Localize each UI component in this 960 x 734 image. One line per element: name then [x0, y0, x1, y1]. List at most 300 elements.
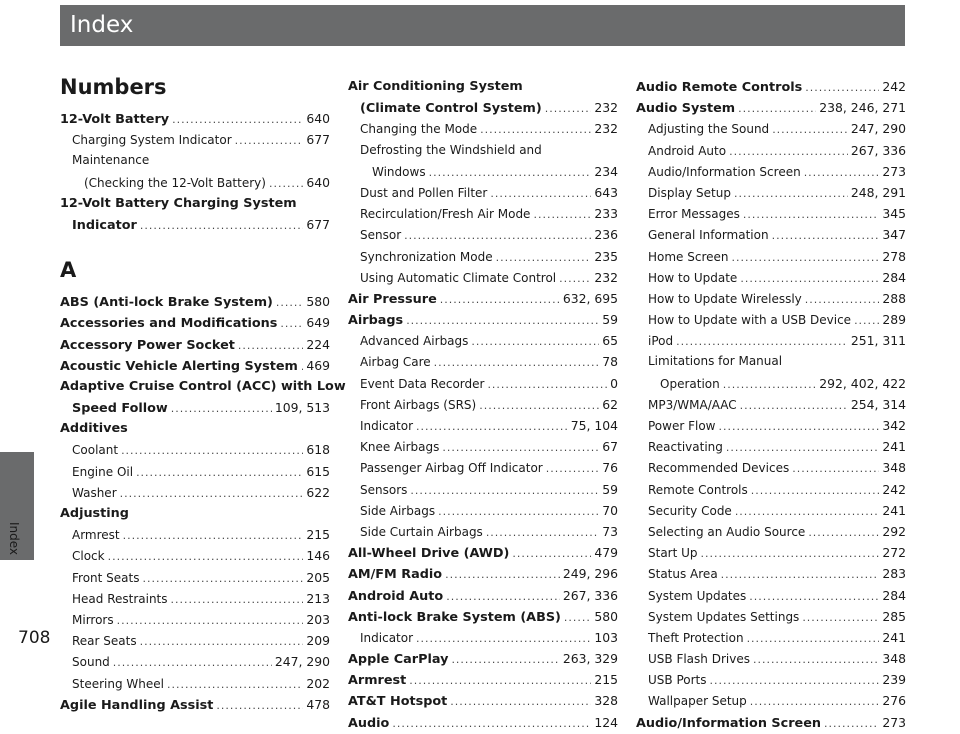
entry-label: Speed Follow: [72, 401, 168, 417]
dot-leader: [738, 98, 816, 119]
entry-label: Advanced Airbags: [360, 334, 469, 349]
page-reference[interactable]: 78: [602, 354, 618, 370]
entry-label: Knee Airbags: [360, 440, 440, 455]
page-reference[interactable]: 328: [594, 693, 618, 709]
index-entry[interactable]: [348, 712, 618, 733]
dot-leader: [123, 525, 304, 546]
page-reference[interactable]: 345: [882, 206, 906, 222]
index-subentry[interactable]: [636, 203, 906, 224]
dot-leader: [735, 501, 880, 522]
page-reference[interactable]: 103: [594, 629, 618, 645]
index-subentry[interactable]: [60, 150, 330, 171]
entry-label: Airbag Care: [360, 355, 431, 370]
index-entry[interactable]: [60, 334, 330, 355]
entry-label: Indicator: [72, 217, 137, 233]
page-reference[interactable]: 479: [594, 545, 618, 561]
entry-label: Audio Remote Controls: [636, 80, 803, 95]
index-entry[interactable]: [348, 585, 618, 606]
page-reference[interactable]: 76: [602, 460, 618, 476]
page-reference[interactable]: 233: [594, 206, 618, 222]
page-reference[interactable]: 283: [882, 566, 906, 582]
page-reference[interactable]: 273: [882, 714, 906, 730]
entry-label: Adjusting the Sound: [648, 122, 770, 137]
dot-leader: [392, 713, 591, 734]
index-subentry[interactable]: [348, 246, 618, 267]
entry-label: Error Messages: [648, 207, 740, 222]
dot-leader: [140, 631, 304, 652]
page-reference[interactable]: 213: [306, 590, 330, 606]
dot-leader: [805, 77, 879, 98]
dot-leader: [740, 268, 879, 289]
dot-leader: [808, 522, 879, 543]
page-reference[interactable]: 59: [602, 481, 618, 497]
index-entry[interactable]: [60, 312, 330, 333]
dot-leader: [406, 310, 599, 331]
dot-leader: [429, 162, 592, 183]
dot-leader: [676, 331, 848, 352]
dot-leader: [416, 416, 568, 437]
entry-label: Acoustic Vehicle Alerting System: [60, 358, 298, 374]
page-reference[interactable]: 292: [882, 523, 906, 539]
entry-label: Sensors: [360, 482, 408, 497]
page-reference[interactable]: 677: [306, 216, 330, 232]
entry-label: Passenger Airbag Off Indicator: [360, 461, 543, 476]
entry-label: Event Data Recorder: [360, 376, 485, 391]
index-subentry[interactable]: [60, 461, 330, 482]
entry-label: Armrest: [72, 528, 120, 543]
page-reference[interactable]: 247, 290: [274, 654, 330, 670]
index-subentry[interactable]: [348, 267, 618, 288]
index-entry[interactable]: [348, 606, 618, 627]
entry-label: Side Airbags: [360, 503, 436, 518]
dot-leader: [442, 437, 599, 458]
page-reference[interactable]: 70: [602, 502, 618, 518]
dot-leader: [434, 352, 600, 373]
entry-label: Indicator: [360, 419, 414, 433]
index-subentry[interactable]: [636, 182, 906, 203]
entry-label: MP3/WMA/AAC: [648, 397, 737, 412]
page-reference[interactable]: 73: [602, 523, 618, 539]
index-subentry[interactable]: [60, 545, 330, 566]
page-reference[interactable]: 622: [306, 484, 330, 500]
page-reference[interactable]: 615: [306, 463, 330, 479]
page-reference[interactable]: 580: [306, 294, 330, 310]
page-reference[interactable]: 267, 336: [850, 142, 906, 158]
entry-label: Washer: [72, 485, 117, 500]
page-reference[interactable]: 241: [882, 502, 906, 518]
entry-label: How to Update: [648, 270, 738, 285]
dot-leader: [496, 247, 592, 268]
page-reference[interactable]: 146: [306, 548, 330, 564]
index-subentry[interactable]: [348, 521, 618, 542]
entry-label: 12-Volt Battery Charging System: [60, 195, 297, 211]
entry-label: System Updates: [648, 588, 747, 603]
page-reference[interactable]: 263, 329: [562, 651, 618, 667]
index-subentry[interactable]: [636, 351, 906, 372]
page-reference[interactable]: 640: [306, 174, 330, 190]
index-subentry[interactable]: [60, 172, 330, 193]
index-entry[interactable]: [60, 503, 330, 524]
index-subentry[interactable]: [636, 330, 906, 351]
index-subentry[interactable]: [60, 482, 330, 503]
index-subentry[interactable]: [636, 436, 906, 457]
page-reference[interactable]: 251, 311: [850, 333, 906, 349]
page-reference[interactable]: 342: [882, 418, 906, 433]
index-subentry[interactable]: [636, 500, 906, 521]
dot-leader: [446, 586, 560, 607]
dot-leader: [747, 628, 880, 649]
index-entry[interactable]: [60, 418, 330, 439]
index-subentry[interactable]: [60, 673, 330, 694]
dot-leader: [559, 268, 591, 289]
entry-label: (Checking the 12-Volt Battery): [84, 175, 266, 190]
dot-leader: [113, 652, 272, 673]
dot-leader: [238, 335, 303, 356]
page-reference[interactable]: 284: [882, 269, 906, 285]
entry-label: Android Auto: [648, 143, 727, 158]
dot-leader: [734, 183, 848, 204]
index-entry[interactable]: [636, 76, 906, 97]
entry-label: Recommended Devices: [648, 461, 790, 476]
entry-label: Apple CarPlay: [348, 652, 449, 668]
dot-leader: [416, 628, 591, 649]
page-reference[interactable]: 232: [594, 269, 618, 285]
index-subentry[interactable]: [348, 373, 618, 394]
index-subentry[interactable]: [636, 563, 906, 584]
dot-leader: [751, 480, 880, 501]
dot-leader: [171, 589, 304, 610]
index-subentry[interactable]: [348, 479, 618, 500]
page-reference[interactable]: 232: [594, 100, 618, 116]
dot-leader: [471, 331, 599, 352]
index-entry[interactable]: [348, 563, 618, 584]
dot-leader: [409, 670, 591, 691]
page-reference[interactable]: 640: [306, 111, 330, 126]
dot-leader: [480, 119, 591, 140]
index-subentry[interactable]: [60, 588, 330, 609]
dot-leader: [792, 458, 879, 479]
entry-label: Audio System: [636, 101, 736, 117]
dot-leader: [108, 546, 304, 567]
entry-label: Engine Oil: [72, 464, 134, 479]
entry-label: Charging System Indicator: [72, 133, 232, 148]
page-reference[interactable]: 469: [306, 357, 330, 373]
entry-label: Theft Protection: [648, 630, 744, 645]
entry-label: Rear Seats: [72, 634, 137, 649]
index-subentry[interactable]: [636, 457, 906, 478]
page-reference[interactable]: 239: [882, 672, 906, 688]
page-reference[interactable]: 235: [594, 248, 618, 264]
dot-leader: [743, 204, 879, 225]
index-subentry[interactable]: [636, 267, 906, 288]
page-reference[interactable]: 285: [882, 608, 906, 624]
index-subentry[interactable]: [636, 542, 906, 563]
dot-leader: [445, 564, 560, 585]
index-entry[interactable]: [348, 288, 618, 309]
dot-leader: [172, 109, 303, 130]
dot-leader: [216, 695, 303, 716]
index-subentry[interactable]: [636, 606, 906, 627]
page-reference[interactable]: 67: [602, 439, 618, 455]
page-reference[interactable]: 649: [306, 315, 330, 331]
entry-label: Side Curtain Airbags: [360, 524, 483, 539]
index-subentry[interactable]: [636, 161, 906, 182]
index-entry[interactable]: [636, 97, 906, 118]
entry-label: Android Auto: [348, 588, 444, 604]
page-reference[interactable]: 241: [882, 629, 906, 645]
page-reference[interactable]: 289: [882, 312, 906, 328]
page-reference[interactable]: 272: [882, 545, 906, 561]
index-subentry[interactable]: [60, 439, 330, 460]
dot-leader: [301, 356, 303, 377]
page-reference[interactable]: 59: [602, 312, 618, 328]
index-subentry[interactable]: [60, 524, 330, 545]
index-entry[interactable]: [348, 669, 618, 690]
entry-label: How to Update Wirelessly: [648, 291, 802, 306]
index-entry[interactable]: [348, 309, 618, 330]
dot-leader: [545, 98, 592, 119]
entry-label: USB Ports: [648, 673, 707, 688]
entry-label: Audio/Information Screen: [636, 715, 821, 731]
dot-leader: [479, 395, 599, 416]
page-reference[interactable]: 347: [882, 227, 906, 243]
dot-leader: [710, 670, 880, 691]
entry-label: Coolant: [72, 443, 119, 458]
entry-label: All-Wheel Drive (AWD): [348, 546, 510, 562]
page-reference[interactable]: 236: [594, 227, 618, 243]
page-reference[interactable]: 632, 695: [562, 290, 618, 306]
page-reference[interactable]: 242: [882, 79, 906, 94]
index-entry[interactable]: [348, 542, 618, 563]
index-subentry[interactable]: [348, 118, 618, 139]
index-subentry[interactable]: [348, 182, 618, 203]
entry-label: Sound: [72, 655, 110, 670]
entry-label: 12-Volt Battery: [60, 112, 170, 127]
page-reference[interactable]: 215: [594, 672, 618, 688]
side-tab-label: Index: [7, 522, 21, 556]
index-subentry[interactable]: [348, 457, 618, 478]
entry-label: Additives: [60, 421, 128, 437]
entry-label: Synchronization Mode: [360, 249, 493, 264]
entry-label: Reactivating: [648, 440, 723, 455]
entry-label: Accessory Power Socket: [60, 337, 235, 353]
index-subentry[interactable]: [348, 394, 618, 415]
page-title: Index: [70, 12, 134, 38]
index-entry[interactable]: [60, 355, 330, 376]
index-subentry[interactable]: [60, 651, 330, 672]
index-subentry[interactable]: [636, 246, 906, 267]
index-subentry[interactable]: [636, 415, 906, 436]
dot-leader: [269, 173, 303, 194]
index-subentry[interactable]: [60, 129, 330, 150]
dot-leader: [802, 607, 879, 628]
index-subentry[interactable]: [348, 330, 618, 351]
entry-label: System Updates Settings: [648, 609, 800, 624]
index-subentry[interactable]: [348, 161, 618, 182]
entry-label: Start Up: [648, 546, 698, 561]
entry-label: Sensor: [360, 228, 402, 243]
page-reference[interactable]: 238, 246, 271: [819, 100, 906, 116]
dot-leader: [740, 395, 848, 416]
index-subentry[interactable]: [636, 648, 906, 669]
page-reference[interactable]: 241: [882, 439, 906, 455]
index-subentry[interactable]: [348, 224, 618, 245]
index-subentry[interactable]: [60, 567, 330, 588]
index-subentry[interactable]: [348, 415, 618, 436]
dot-leader: [804, 162, 880, 183]
page-reference[interactable]: 232: [594, 121, 618, 137]
page-reference[interactable]: 247, 290: [850, 121, 906, 137]
index-subentry[interactable]: [636, 309, 906, 330]
entry-label: Maintenance: [72, 153, 150, 168]
index-subentry[interactable]: [636, 690, 906, 711]
entry-label: Audio: [348, 715, 390, 731]
page-reference[interactable]: 109, 513: [274, 400, 330, 416]
index-column-1: [60, 72, 346, 715]
page-reference[interactable]: 205: [306, 569, 330, 585]
index-entry[interactable]: [60, 376, 346, 397]
index-subentry[interactable]: [636, 140, 906, 161]
entry-label: Audio/Information Screen: [648, 164, 801, 179]
index-subentry[interactable]: [636, 373, 906, 394]
dot-leader: [438, 501, 599, 522]
index-entry[interactable]: [60, 291, 330, 312]
index-entry[interactable]: [348, 648, 618, 669]
entry-label: Using Automatic Climate Control: [360, 270, 557, 285]
page-reference[interactable]: 288: [882, 290, 906, 306]
entry-label: How to Update with a USB Device: [648, 313, 852, 328]
index-entry[interactable]: [348, 76, 618, 97]
page-reference[interactable]: 62: [602, 396, 618, 412]
index-entry[interactable]: [348, 690, 618, 711]
page-reference[interactable]: 242: [882, 481, 906, 497]
dot-leader: [854, 310, 879, 331]
page-reference[interactable]: 292, 402, 422: [819, 375, 906, 391]
dot-leader: [749, 586, 879, 607]
entry-label: Adaptive Cruise Control (ACC) with Low: [60, 378, 346, 394]
entry-label: Air Conditioning System: [348, 79, 523, 94]
index-subentry[interactable]: [636, 669, 906, 690]
index-subentry[interactable]: [60, 630, 330, 651]
index-subentry[interactable]: [636, 627, 906, 648]
index-title-bar: [60, 5, 905, 46]
dot-leader: [719, 416, 880, 437]
index-entry[interactable]: [60, 694, 330, 715]
page-reference[interactable]: 267, 336: [562, 587, 618, 603]
entry-label: ABS (Anti-lock Brake System): [60, 295, 273, 311]
dot-leader: [701, 543, 880, 564]
dot-leader: [120, 483, 304, 504]
index-entry[interactable]: [60, 193, 330, 214]
page-reference[interactable]: 580: [594, 608, 618, 624]
page-reference[interactable]: 273: [882, 163, 906, 179]
dot-leader: [729, 141, 848, 162]
page-reference[interactable]: 348: [882, 460, 906, 476]
page-reference[interactable]: 215: [306, 527, 330, 543]
entry-label: General Information: [648, 228, 769, 243]
dot-leader: [280, 313, 303, 334]
dot-leader: [140, 215, 303, 236]
index-subentry[interactable]: [636, 118, 906, 139]
entry-label: Power Flow: [648, 419, 716, 433]
entry-label: Wallpaper Setup: [648, 694, 747, 709]
page-reference[interactable]: 677: [306, 132, 330, 148]
page-reference[interactable]: 209: [306, 633, 330, 649]
entry-label: Adjusting: [60, 506, 129, 521]
dot-leader: [486, 522, 599, 543]
index-subentry[interactable]: [636, 585, 906, 606]
dot-leader: [450, 691, 591, 712]
page-reference[interactable]: 254, 314: [850, 396, 906, 412]
dot-leader: [732, 247, 880, 268]
index-subentry[interactable]: [348, 500, 618, 521]
page-reference[interactable]: 75, 104: [570, 418, 618, 433]
page-reference[interactable]: 202: [306, 675, 330, 691]
page-reference[interactable]: 478: [306, 696, 330, 712]
dot-leader: [167, 674, 303, 695]
dot-leader: [750, 691, 880, 712]
page-reference[interactable]: 203: [306, 611, 330, 627]
index-subentry[interactable]: [636, 224, 906, 245]
dot-leader: [142, 568, 303, 589]
page-reference[interactable]: 249, 296: [562, 566, 618, 582]
index-subentry[interactable]: [348, 351, 618, 372]
dot-leader: [564, 607, 591, 628]
dot-leader: [490, 183, 591, 204]
entry-label: Security Code: [648, 503, 732, 518]
page-reference[interactable]: 618: [306, 442, 330, 458]
index-subentry[interactable]: [348, 627, 618, 648]
dot-leader: [772, 225, 880, 246]
index-subentry[interactable]: [348, 436, 618, 457]
page-reference[interactable]: 224: [306, 336, 330, 352]
index-entry[interactable]: [60, 214, 330, 235]
page-reference[interactable]: 276: [882, 693, 906, 709]
dot-leader: [772, 119, 848, 140]
index-subentry[interactable]: [348, 203, 618, 224]
page-reference[interactable]: 234: [594, 163, 618, 179]
entry-label: Remote Controls: [648, 482, 748, 497]
index-entry[interactable]: [60, 108, 330, 129]
index-subentry[interactable]: [636, 288, 906, 309]
entry-label: Changing the Mode: [360, 122, 478, 137]
page-reference[interactable]: 248, 291: [850, 184, 906, 200]
entry-label: Defrosting the Windshield and: [360, 142, 542, 157]
page-reference[interactable]: 643: [594, 184, 618, 200]
index-entry[interactable]: [60, 397, 330, 418]
index-subentry[interactable]: [636, 521, 906, 542]
index-entry[interactable]: [348, 97, 618, 118]
page-reference[interactable]: 0: [610, 375, 618, 391]
entry-label: Recirculation/Fresh Air Mode: [360, 207, 531, 222]
dot-leader: [721, 564, 880, 585]
page-reference[interactable]: 278: [882, 248, 906, 264]
page-reference[interactable]: 124: [594, 714, 618, 730]
index-subentry[interactable]: [636, 479, 906, 500]
index-entry[interactable]: [636, 712, 906, 733]
index-subentry[interactable]: [348, 140, 618, 161]
page-reference[interactable]: 348: [882, 651, 906, 667]
page-reference[interactable]: 65: [602, 333, 618, 349]
index-subentry[interactable]: [636, 394, 906, 415]
page-reference[interactable]: 284: [882, 587, 906, 603]
index-column-2: [348, 76, 618, 733]
dot-leader: [276, 292, 303, 313]
section-heading: A: [60, 258, 77, 283]
dot-leader: [487, 374, 607, 395]
entry-label: (Climate Control System): [360, 101, 542, 117]
index-subentry[interactable]: [60, 609, 330, 630]
